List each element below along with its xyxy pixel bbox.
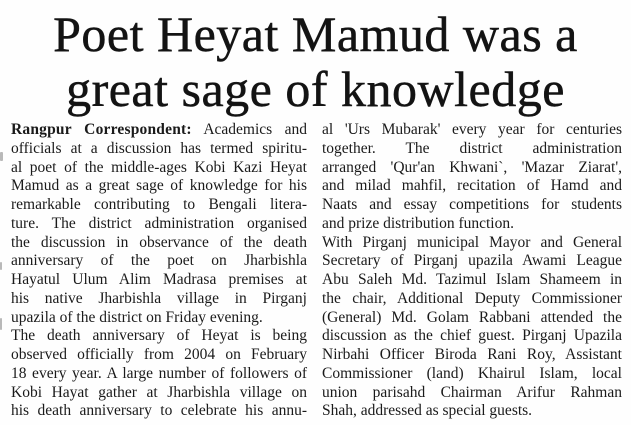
article-text-line: and milad mahfil, recitation of Hamd and bbox=[322, 177, 622, 195]
article-text-line: his death anniversary to celebrate his annu- bbox=[11, 402, 307, 420]
article-text-line: Kobi Hayat gather at Jharbishla village on bbox=[11, 383, 307, 401]
article-text-line: the chair, Additional Deputy Commissioner bbox=[322, 289, 622, 307]
article-text-line: anniversary of the poet on Jharbishla bbox=[11, 252, 307, 270]
article-text-line: With Pirganj municipal Mayor and General bbox=[322, 233, 622, 251]
byline-lead-in: Rangpur Correspondent: bbox=[11, 121, 192, 138]
article-column-left bbox=[11, 121, 307, 421]
article-text-line: Hayatul Ulum Alim Madrasa premises at bbox=[11, 271, 307, 288]
article-text-line: union parisahd Chairman Arifur Rahman bbox=[322, 383, 622, 401]
article-text-line: officials at a discussion has termed spiritu- bbox=[11, 139, 307, 157]
article-text-line: Rangpur Correspondent: Academics and bbox=[11, 121, 308, 138]
article-text-line: The death anniversary of Heyat is being bbox=[11, 327, 307, 345]
article-text-line: and prize distribution function. bbox=[322, 214, 514, 232]
article-text-line: together. The district administration bbox=[322, 139, 622, 157]
scan-artifact bbox=[0, 152, 3, 161]
article-text-line: Secretary of Pirganj upazila Awami League bbox=[322, 252, 622, 270]
article-text-line: al 'Urs Mubarak' every year for centuries bbox=[322, 121, 622, 138]
article-text-line: remarkable contributing to Bengali litera- bbox=[11, 196, 307, 213]
article-text-line: Abu Saleh Md. Tazimul Islam Shameem in bbox=[322, 271, 622, 288]
article-text-line: al poet of the middle-ages Kobi Kazi Heyat bbox=[11, 158, 307, 176]
article-text-line: arranged 'Qur'an Khwani`, 'Mazar Ziarat', bbox=[322, 158, 622, 176]
article-text-line: Naats and essay competitions for students bbox=[322, 196, 622, 213]
article-text-line: 18 every year. A large number of followers of bbox=[11, 364, 307, 382]
article-text-line: Nirbahi Officer Biroda Rani Roy, Assistant bbox=[322, 346, 622, 363]
scan-artifact bbox=[0, 318, 2, 330]
article-text-line: upazila of the district on Friday evening. bbox=[11, 308, 263, 326]
article-headline bbox=[0, 0, 631, 117]
article-body bbox=[11, 121, 631, 421]
article-text-line: the discussion in observance of the death bbox=[11, 233, 307, 251]
article-text-line: Commissioner (land) Khairul Islam, local bbox=[322, 364, 622, 382]
article-text-line: Shah, addressed as special guests. bbox=[322, 402, 533, 420]
headline-line-1: Poet Heyat Mamud was a bbox=[53, 6, 578, 62]
article-text-line: ture. The district administration organised bbox=[11, 214, 307, 232]
scan-artifact bbox=[0, 262, 2, 270]
article-text-line: discussion as the chief guest. Pirganj Upazila bbox=[322, 327, 622, 345]
article-text-line: his native Jharbishla village in Pirganj bbox=[11, 289, 307, 307]
article-column-right bbox=[322, 121, 622, 421]
article-text-line: Mamud as a great sage of knowledge for his bbox=[11, 177, 307, 195]
headline-line-2: great sage of knowledge bbox=[66, 61, 565, 117]
article-text-line: (General) Md. Golam Rabbani attended the bbox=[322, 308, 622, 326]
article-text-line: observed officially from 2004 on February bbox=[11, 346, 307, 363]
